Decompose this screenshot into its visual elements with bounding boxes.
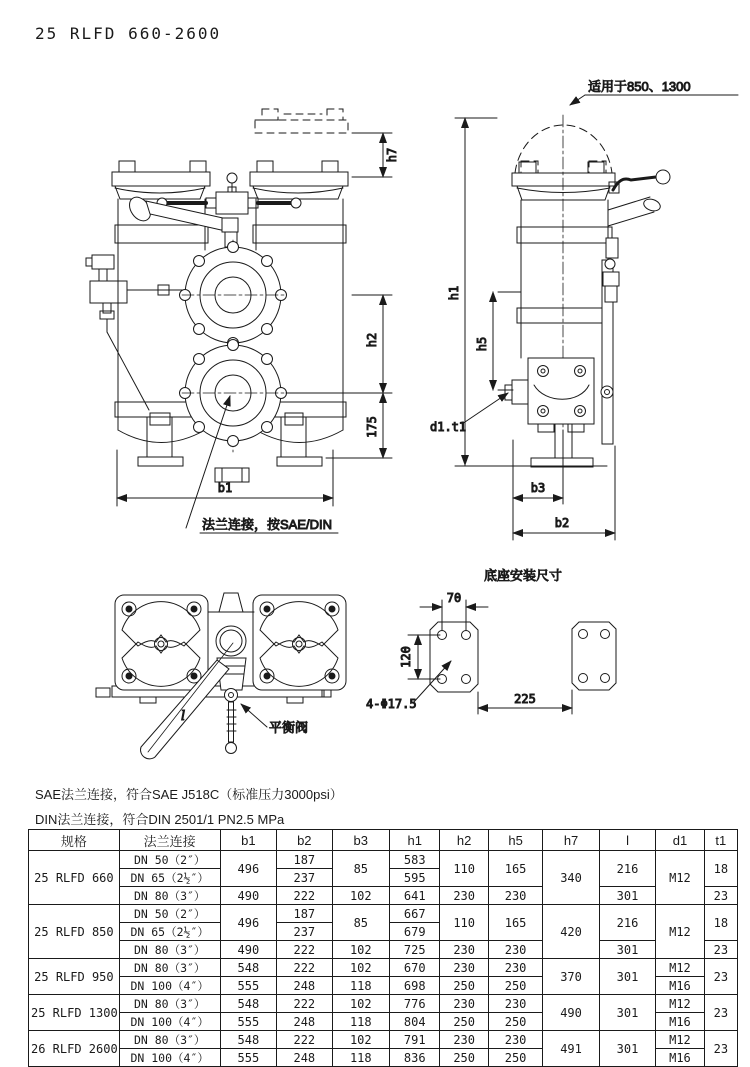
balance-valve-callout: 平衡阀 [269,720,309,735]
table-row: 25 RLFD 660 DN 50（2″） 496 187 85 583 110 165 340 216 M12 18 [29,851,738,869]
dim-holes: 4-Φ17.5 [366,697,417,711]
dim-b3: b3 [530,481,546,495]
lower-flange [180,340,287,447]
table-row: DN 80（3″） 490 222 102 725 230 230 301 23 [29,941,738,959]
col-spec: 规格 [29,830,120,851]
table-row: DN 65（2½″） 237 595 [29,869,738,887]
table-row: DN 100（4″） 555 248 118 804 250 250 M16 [29,1013,738,1031]
table-row: 26 RLFD 2600 DN 80（3″） 548 222 102 791 230 230 491 301 M12 23 [29,1031,738,1049]
flange-connection-callout: 法兰连接，按SAE/DIN [202,517,333,532]
front-view-drawing [86,109,399,533]
side-view-drawing [430,79,738,540]
dim-h5: h5 [475,336,489,352]
table-row: DN 100（4″） 555 248 118 836 250 250 M16 [29,1049,738,1067]
base-mount-title: 底座安装尺寸 [483,568,563,583]
note-din: DIN法兰连接，符合DIN 2501/1 PN2.5 MPa [35,812,285,827]
dim-lever-l: l [181,709,186,724]
flange-notes [35,782,343,832]
dim-d1t1: d1.t1 [430,420,467,434]
upper-flange [180,242,287,349]
dim-h7: h7 [385,147,399,163]
table-row: DN 65（2½″） 237 679 [29,923,738,941]
table-row: DN 80（3″） 490 222 102 641 230 230 301 23 [29,887,738,905]
dim-70: 70 [446,591,462,605]
base-mount-drawing [366,568,616,714]
dim-225: 225 [514,692,536,706]
top-view-drawing [96,593,346,759]
dim-h2: h2 [365,332,379,348]
dim-b1: b1 [217,481,233,495]
dome-applicability-callout: 适用于850、1300 [588,79,691,94]
dim-120: 120 [399,646,413,668]
dim-b2: b2 [554,516,570,530]
table-row: 25 RLFD 1300 DN 80（3″） 548 222 102 776 230 230 490 301 M12 23 [29,995,738,1013]
table-row: 25 RLFD 950 DN 80（3″） 548 222 102 670 230 230 370 301 M12 23 [29,959,738,977]
table-row: 25 RLFD 850 DN 50（2″） 496 187 85 667 110 165 420 216 M12 18 [29,905,738,923]
page-title: 25 RLFD 660-2600 [35,24,222,43]
top-view-right-cover [253,595,346,690]
specification-table [28,829,738,1067]
note-sae: SAE法兰连接，符合SAE J518C（标准压力3000psi） [35,787,343,802]
dim-175: 175 [365,416,379,438]
table-row: DN 100（4″） 555 248 118 698 250 250 M16 [29,977,738,995]
top-view-left-cover [115,595,208,690]
col-flange: 法兰连接 [119,830,220,851]
dim-h1: h1 [447,285,461,301]
table-header-row: 规格 法兰连接 b1 b2 b3 h1 h2 h5 h7 l d1 t1 [29,830,738,851]
